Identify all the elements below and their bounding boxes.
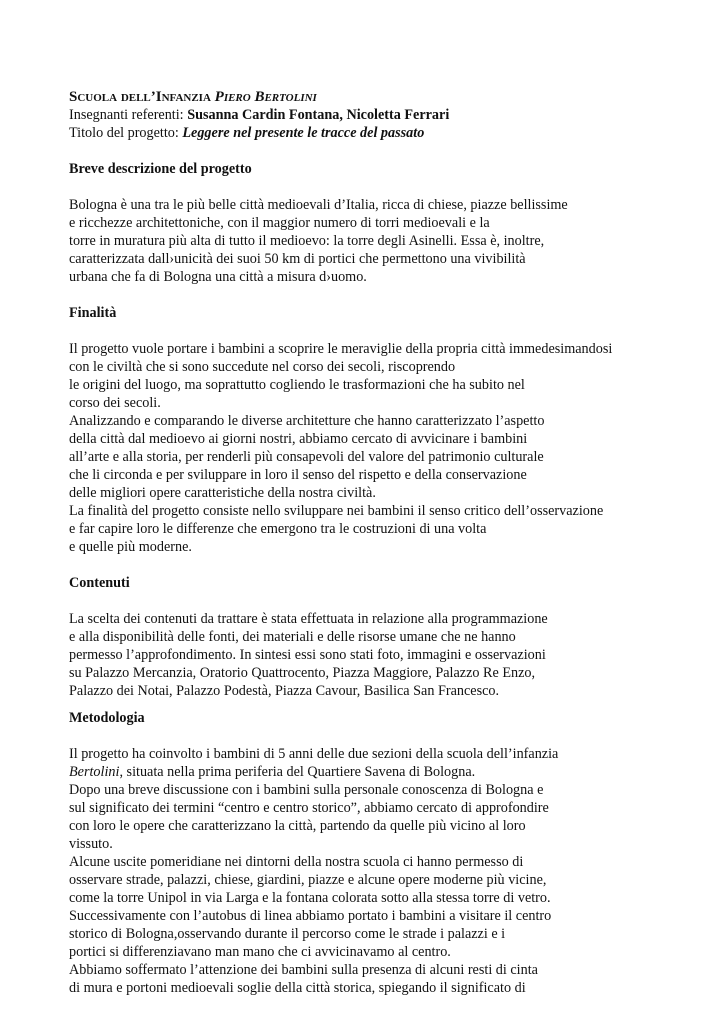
text-line: caratterizzata dall›unicità dei suoi 50 km di portici che permettono una vivibilità <box>69 251 526 267</box>
paragraph-finalita <box>69 340 699 556</box>
text-line: La scelta dei contenuti da trattare è stata effettuata in relazione alla programmazione <box>69 611 548 627</box>
text-line <box>69 763 699 781</box>
text-line: permesso l’approfondimento. In sintesi essi sono stati foto, immagini e osservazioni <box>69 647 546 663</box>
school-name-italic: Bertolini <box>69 764 120 780</box>
text-line: come la torre Unipol in via Larga e la fontana colorata sotto alla stessa torre di vetro. <box>69 890 551 906</box>
text-line: La finalità del progetto consiste nello sviluppare nei bambini il senso critico dell’osservazione <box>69 503 604 519</box>
teachers-line <box>69 106 699 124</box>
section-heading-contenuti: Contenuti <box>69 575 130 591</box>
text-line: e far capire loro le differenze che emergono tra le costruzioni di una volta <box>69 521 487 537</box>
text-line: vissuto. <box>69 836 113 852</box>
paragraph-descrizione <box>69 196 699 286</box>
teachers-label: Insegnanti referenti: <box>69 107 184 123</box>
text-line: sul significato dei termini “centro e centro storico”, abbiamo cercato di approfondire <box>69 800 549 816</box>
school-title <box>69 88 699 106</box>
teachers-names: Susanna Cardin Fontana, Nicoletta Ferrari <box>187 107 450 123</box>
text-line: osservare strade, palazzi, chiese, giardini, piazze e alcune opere moderne più vicine, <box>69 872 547 888</box>
text-line: su Palazzo Mercanzia, Oratorio Quattrocento, Piazza Maggiore, Palazzo Re Enzo, <box>69 665 536 681</box>
text-line: all’arte e alla storia, per renderli più consapevoli del valore del patrimonio culturale <box>69 449 544 465</box>
text-line: Palazzo dei Notai, Palazzo Podestà, Piazza Cavour, Basilica San Francesco. <box>69 683 500 699</box>
text-line: e alla disponibilità delle fonti, dei materiali e delle risorse umane che ne hanno <box>69 629 516 645</box>
text-line: di mura e portoni medioevali soglie della città storica, spiegando il significato di <box>69 980 526 996</box>
text-line: della città dal medioevo ai giorni nostri, abbiamo cercato di avvicinare i bambini <box>69 431 528 447</box>
paragraph-metodologia <box>69 745 699 997</box>
section-heading-finalita: Finalità <box>69 305 117 321</box>
project-title: Leggere nel presente le tracce del passato <box>182 125 425 141</box>
project-label: Titolo del progetto: <box>69 125 179 141</box>
text-line: che li circonda e per sviluppare in loro il senso del rispetto e della conservazione <box>69 467 527 483</box>
text-line: Dopo una breve discussione con i bambini sulla personale conoscenza di Bologna e <box>69 782 544 798</box>
school-name: Piero Bertolini <box>214 89 317 105</box>
text-line: Successivamente con l’autobus di linea abbiamo portato i bambini a visitare il centro <box>69 908 552 924</box>
text-line: e quelle più moderne. <box>69 539 192 555</box>
text-line: con le civiltà che si sono succedute nel corso dei secoli, riscoprendo <box>69 359 456 375</box>
text-line: delle migliori opere caratteristiche della nostra civiltà. <box>69 485 376 501</box>
section-heading-descrizione: Breve descrizione del progetto <box>69 161 252 177</box>
text-line: storico di Bologna,osservando durante il percorso come le strade i palazzi e i <box>69 926 506 942</box>
text-line: portici si differenziavano man mano che ci avvicinavamo al centro. <box>69 944 451 960</box>
text-line: Alcune uscite pomeridiane nei dintorni della nostra scuola ci hanno permesso di <box>69 854 524 870</box>
text-line: e ricchezze architettoniche, con il maggior numero di torri medioevali e la <box>69 215 490 231</box>
text-line: Analizzando e comparando le diverse architetture che hanno caratterizzato l’aspetto <box>69 413 545 429</box>
text-line: con loro le opere che caratterizzano la città, partendo da quelle più vicino al loro <box>69 818 526 834</box>
text-span: , situata nella prima periferia del Quartiere Savena di Bologna. <box>119 764 476 780</box>
section-heading-metodologia: Metodologia <box>69 710 145 726</box>
text-line: Abbiamo soffermato l’attenzione dei bambini sulla presenza di alcuni resti di cinta <box>69 962 538 978</box>
text-line: urbana che fa di Bologna una città a misura d›uomo. <box>69 269 367 285</box>
text-line: torre in muratura più alta di tutto il medioevo: la torre degli Asinelli. Essa è, inoltre, <box>69 233 545 249</box>
text-line: Il progetto ha coinvolto i bambini di 5 anni delle due sezioni della scuola dell’infanzia <box>69 746 559 762</box>
text-line: Il progetto vuole portare i bambini a scoprire le meraviglie della propria città immedesimandosi <box>69 341 613 357</box>
text-line: Bologna è una tra le più belle città medioevali d’Italia, ricca di chiese, piazze bellissime <box>69 197 568 213</box>
project-title-line <box>69 124 699 142</box>
text-line: corso dei secoli. <box>69 395 161 411</box>
paragraph-contenuti <box>69 610 699 700</box>
document-body <box>69 88 699 997</box>
text-line: le origini del luogo, ma soprattutto cogliendo le trasformazioni che ha subito nel <box>69 377 525 393</box>
school-prefix: Scuola dell’Infanzia <box>69 89 211 105</box>
